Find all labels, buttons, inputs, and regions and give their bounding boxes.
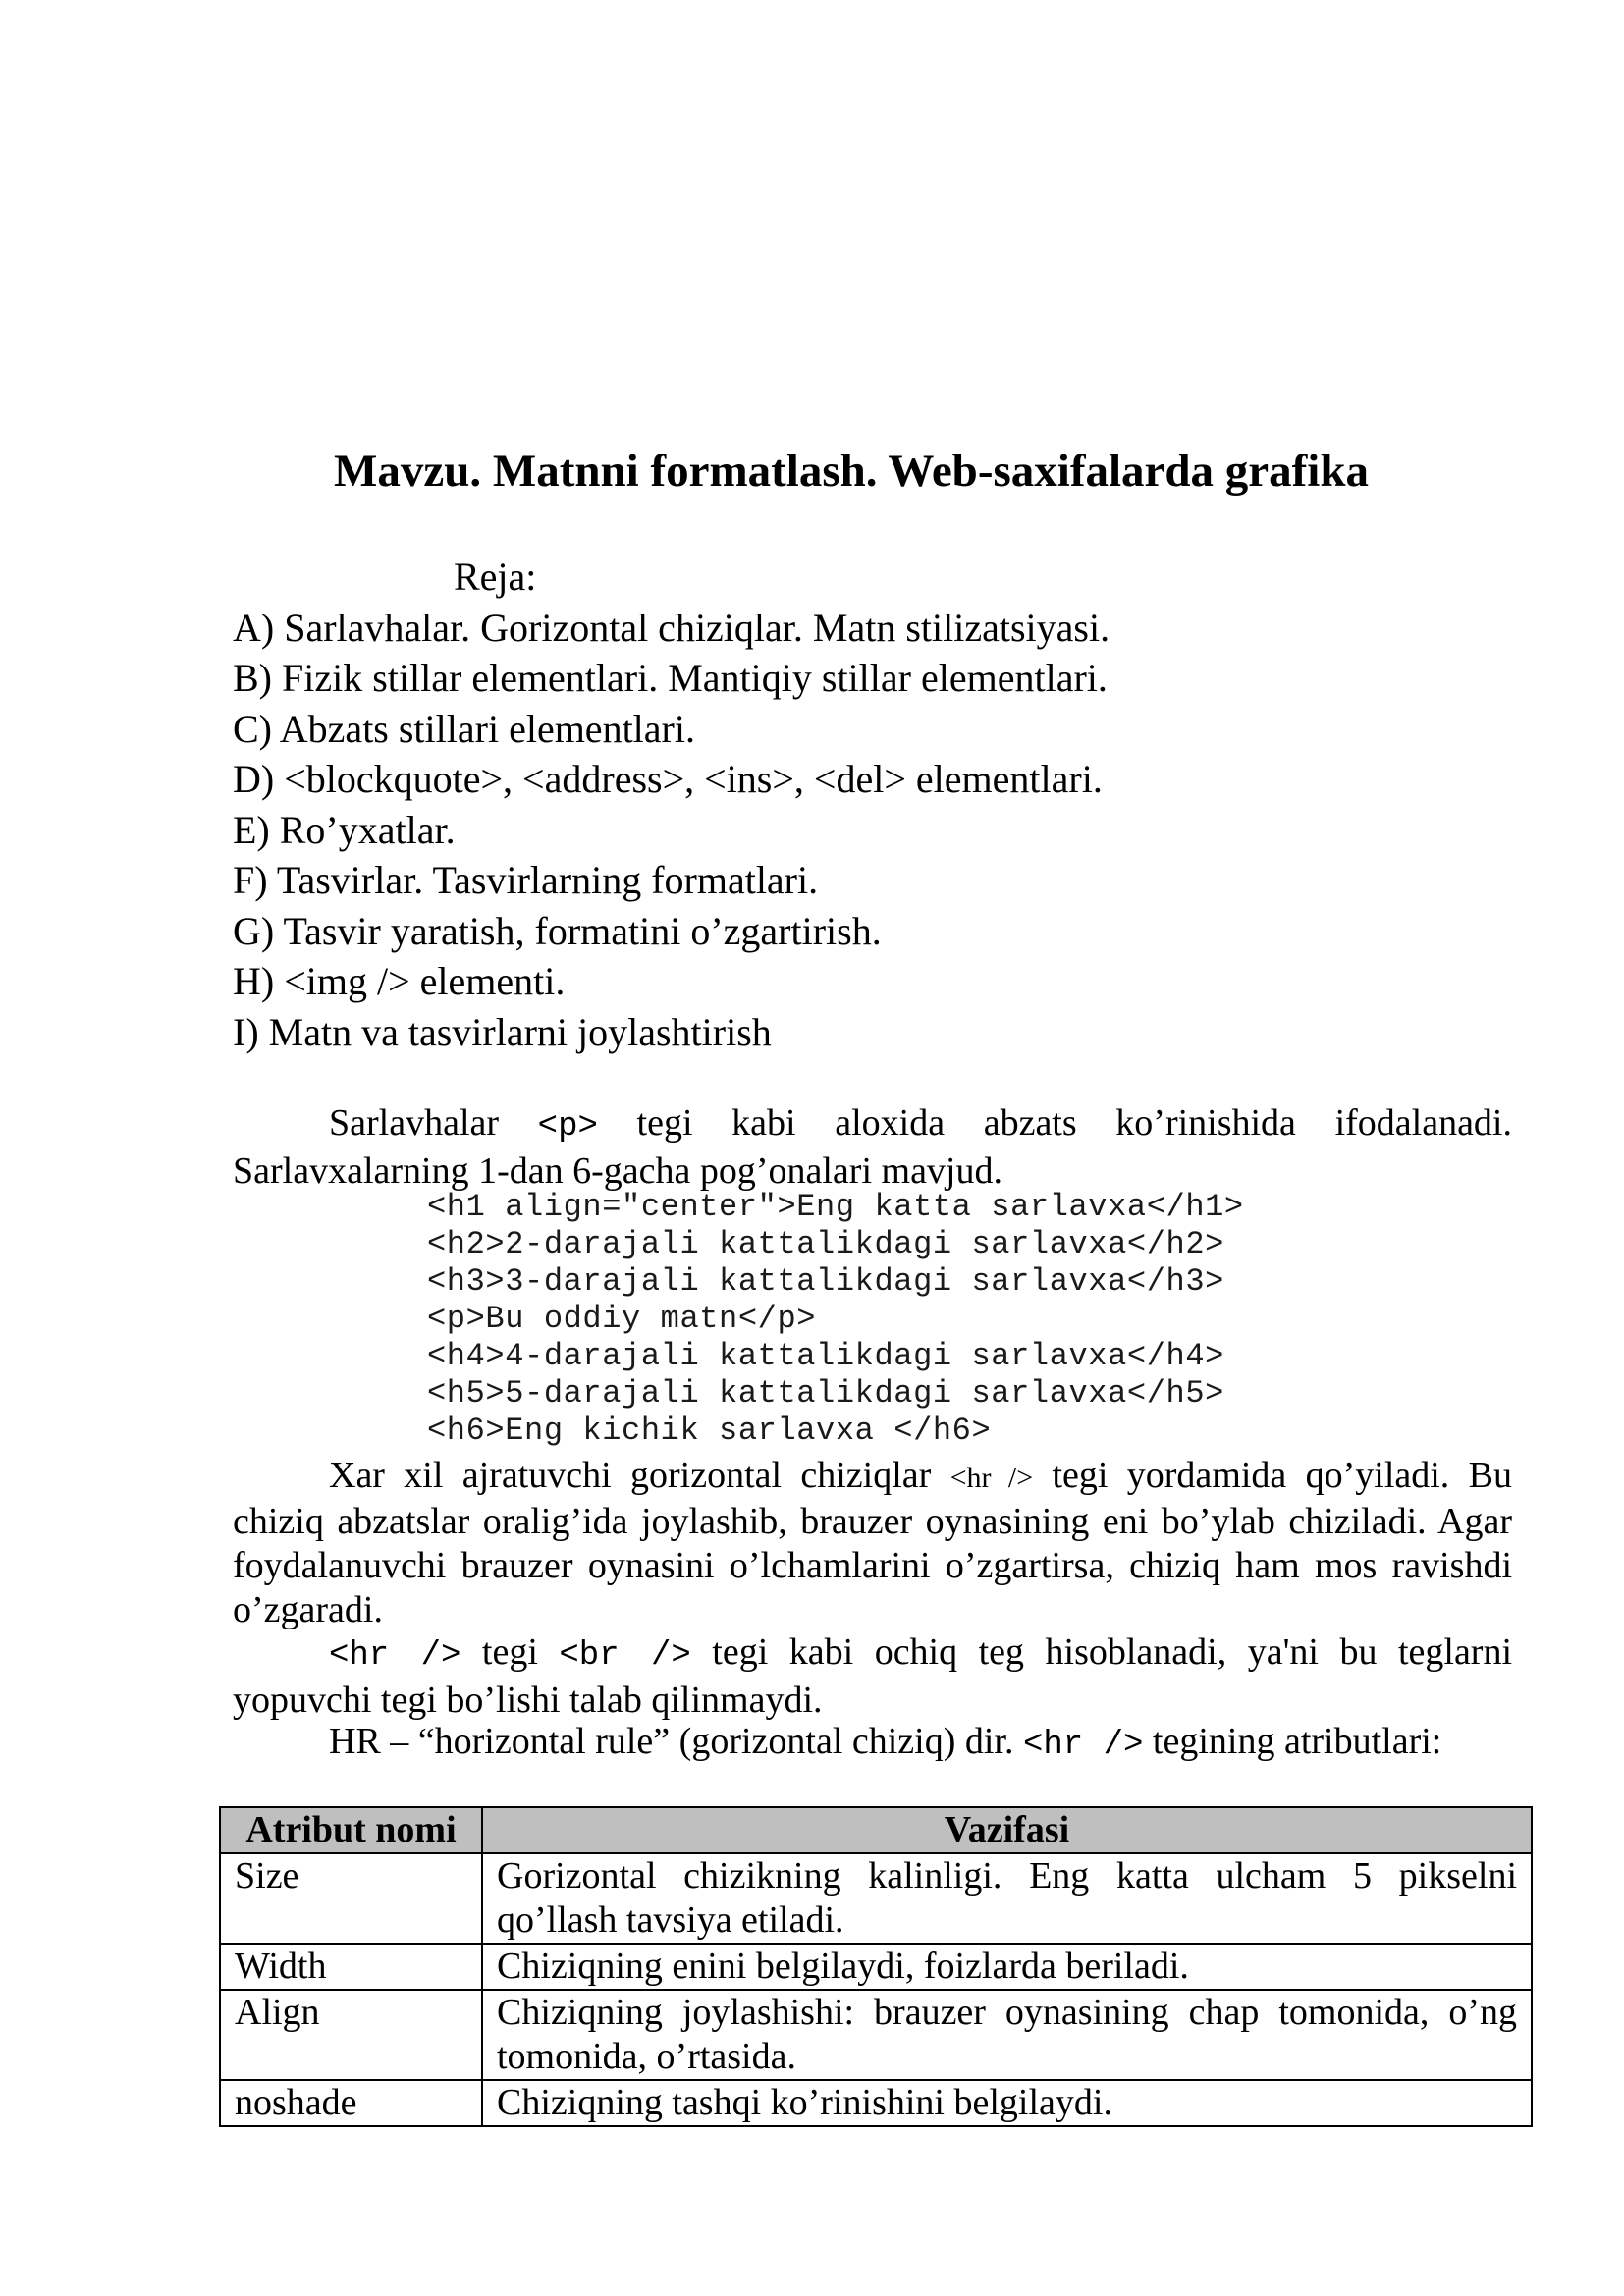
paragraph-text: Sarlavhalar: [329, 1102, 538, 1144]
column-header: Vazifasi: [482, 1807, 1532, 1853]
column-header: Atribut nomi: [220, 1807, 482, 1853]
paragraph-text: Xar xil ajratuvchi gorizontal chiziqlar: [329, 1455, 950, 1496]
inline-code: <hr />: [949, 1462, 1034, 1494]
plan-list: [233, 552, 1529, 1057]
plan-item: E) Ro’yxatlar.: [233, 807, 456, 852]
paragraph-hr-definition: [233, 1720, 1512, 1768]
plan-item: D) <blockquote>, <address>, <ins>, <del> elementlari.: [233, 757, 1103, 801]
paragraph-hr: [233, 1454, 1512, 1632]
code-line: <h4>4-darajali kattalikdagi sarlavxa</h4>: [427, 1338, 1224, 1374]
table-row: [220, 1944, 1532, 1990]
plan-item: C) Abzats stillari elementlari.: [233, 706, 695, 751]
page-title: Mavzu. Matnni formatlash. Web-saxifalarda grafika: [334, 446, 1369, 497]
attributes-table: [219, 1806, 1533, 2127]
inline-code: <p>: [537, 1108, 598, 1146]
plan-heading: Reja:: [454, 555, 537, 599]
code-block: [427, 1189, 1244, 1450]
code-line: <h2>2-darajali kattalikdagi sarlavxa</h2>: [427, 1226, 1224, 1262]
plan-item: A) Sarlavhalar. Gorizontal chiziqlar. Matn stilizatsiyasi.: [233, 605, 1110, 650]
attribute-name: Width: [220, 1944, 482, 1990]
plan-item: I) Matn va tasvirlarni joylashtirish: [233, 1009, 772, 1054]
inline-code: <br />: [559, 1637, 691, 1675]
plan-item: G) Tasvir yaratish, formatini o’zgartirish.: [233, 908, 882, 953]
attribute-name: Size: [220, 1853, 482, 1944]
plan-item: H) <img /> elementi.: [233, 959, 566, 1003]
paragraph-text: tegi: [460, 1631, 560, 1673]
inline-code: <hr />: [1023, 1727, 1144, 1764]
code-line: <h1 align="center">Eng katta sarlavxa</h1>: [427, 1189, 1244, 1225]
table-row: [220, 1990, 1532, 2080]
paragraph-text: tegi yordamida qo’yiladi. Bu chiziq abzatslar oralig’ida joylashib, brauzer oynasining eni bo’ylab chiziladi. Agar foydalanuvchi brauzer oynasini o’lchamlarini o’zgartirsa, chiziq ham mos ravishdi o’zgaradi.: [233, 1455, 1512, 1630]
attribute-description: Chiziqning enini belgilaydi, foizlarda beriladi.: [482, 1944, 1532, 1990]
inline-code: <hr />: [329, 1637, 461, 1675]
code-line: <p>Bu oddiy matn</p>: [427, 1301, 817, 1337]
attribute-name: noshade: [220, 2080, 482, 2126]
table-row: [220, 1853, 1532, 1944]
code-line: <h5>5-darajali kattalikdagi sarlavxa</h5>: [427, 1375, 1224, 1412]
paragraph-text: tegining atributlari:: [1143, 1721, 1442, 1762]
plan-item: B) Fizik stillar elementlari. Mantiqiy stillar elementlari.: [233, 656, 1108, 700]
attribute-description: Chiziqning joylashishi: brauzer oynasining chap tomonida, o’ng tomonida, o’rtasida.: [482, 1990, 1532, 2080]
plan-item: F) Tasvirlar. Tasvirlarning formatlari.: [233, 858, 819, 902]
paragraph-open-tags: [233, 1630, 1512, 1723]
paragraph-text: tegi kabi ochiq teg hisoblanadi, ya'ni bu teglarni yopuvchi tegi bo’lishi talab qilinmaydi.: [233, 1631, 1513, 1721]
table-header-row: [220, 1807, 1532, 1853]
paragraph-text: HR – “horizontal rule” (gorizontal chiziq) dir.: [329, 1721, 1023, 1762]
attribute-description: Gorizontal chizikning kalinligi. Eng katta ulcham 5 pikselni qo’llash tavsiya etiladi.: [482, 1853, 1532, 1944]
paragraph-headings: [233, 1101, 1512, 1194]
paragraph-text: tegi kabi aloxida abzats ko’rinishida ifodalanadi. Sarlavxalarning 1-dan 6-gacha pog’onalari mavjud.: [233, 1102, 1512, 1192]
attribute-name: Align: [220, 1990, 482, 2080]
code-line: <h6>Eng kichik sarlavxa </h6>: [427, 1413, 992, 1449]
code-line: <h3>3-darajali kattalikdagi sarlavxa</h3>: [427, 1263, 1224, 1300]
table-row: [220, 2080, 1532, 2126]
attribute-description: Chiziqning tashqi ko’rinishini belgilaydi.: [482, 2080, 1532, 2126]
